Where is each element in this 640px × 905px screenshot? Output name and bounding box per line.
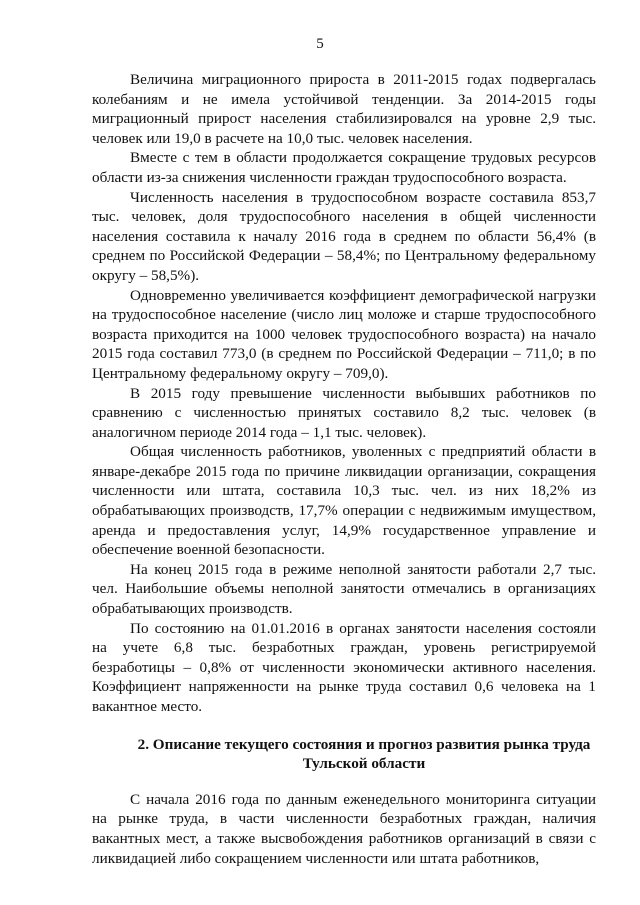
paragraph-part-time-employment: На конец 2015 года в режиме неполной занятости работали 2,7 тыс. чел. Наибольшие объемы неполной занятости отмечались в организациях обрабатывающих производств.: [92, 560, 596, 618]
paragraph-labor-resources: Вместе с тем в области продолжается сокращение трудовых ресурсов области из-за снижения численности граждан трудоспособного возраста.: [92, 149, 596, 186]
paragraph-migration: Величина миграционного прироста в 2011-2015 годах подвергалась колебаниям и не имела устойчивой тенденции. За 2014-2015 годы миграционный прирост населения стабилизировался на уровне 2,9 тыс. человек или 19,0 в расчете на 10,0 тыс. человек населения.: [92, 71, 596, 147]
paragraph-workforce-turnover: В 2015 году превышение численности выбывших работников по сравнению с численностью принятых составило 8,2 тыс. человек (в аналогичном периоде 2014 года – 1,1 тыс. человек).: [92, 384, 596, 441]
page-number: 5: [316, 36, 324, 52]
paragraph-unemployment-registry: По состоянию на 01.01.2016 в органах занятости населения состояли на учете 6,8 тыс. безработных граждан, уровень регистрируемой безработицы – 0,8% от численности экономически активного населения. Коэффициент напряженности на рынке труда составил 0,6 человека на 1 вакантное место.: [92, 619, 596, 715]
paragraph-working-age-population: Численность населения в трудоспособном возрасте составила 853,7 тыс. человек, доля трудоспособного населения в общей численности населения составила к началу 2016 года в среднем по области 56,4% (в среднем по Российской Федерации – 58,4%; по Центральному федеральному округу – 58,5%).: [92, 188, 596, 284]
section-heading: 2. Описание текущего состояния и прогноз развития рынка труда Тульской области: [137, 735, 591, 773]
document-body: [92, 70, 596, 868]
paragraph-demographic-load: Одновременно увеличивается коэффициент демографической нагрузки на трудоспособное население (число лиц моложе и старше трудоспособного возраста приходится на 1000 человек трудоспособного возраста) на начало 2015 года составил 773,0 (в среднем по Российской Федерации – 711,0; в по Центральному федеральному округу – 709,0).: [92, 286, 596, 382]
paragraph-monitoring: С начала 2016 года по данным еженедельного мониторинга ситуации на рынке труда, в части численности безработных граждан, наличия вакантных мест, а также высвобождения работников организаций в связи с ликвидацией либо сокращением численности или штата работников,: [92, 790, 596, 867]
paragraph-dismissed-workers: Общая численность работников, уволенных с предприятий области в январе-декабре 2015 года по причине ликвидации организации, сокращения численности или штата, составила 10,3 тыс. чел. из них 18,2% из обрабатывающих производств, 17,7% операции с недвижимым имуществом, аренда и предоставления услуг, 14,9% государственное управление и обеспечение военной безопасности.: [92, 443, 596, 559]
